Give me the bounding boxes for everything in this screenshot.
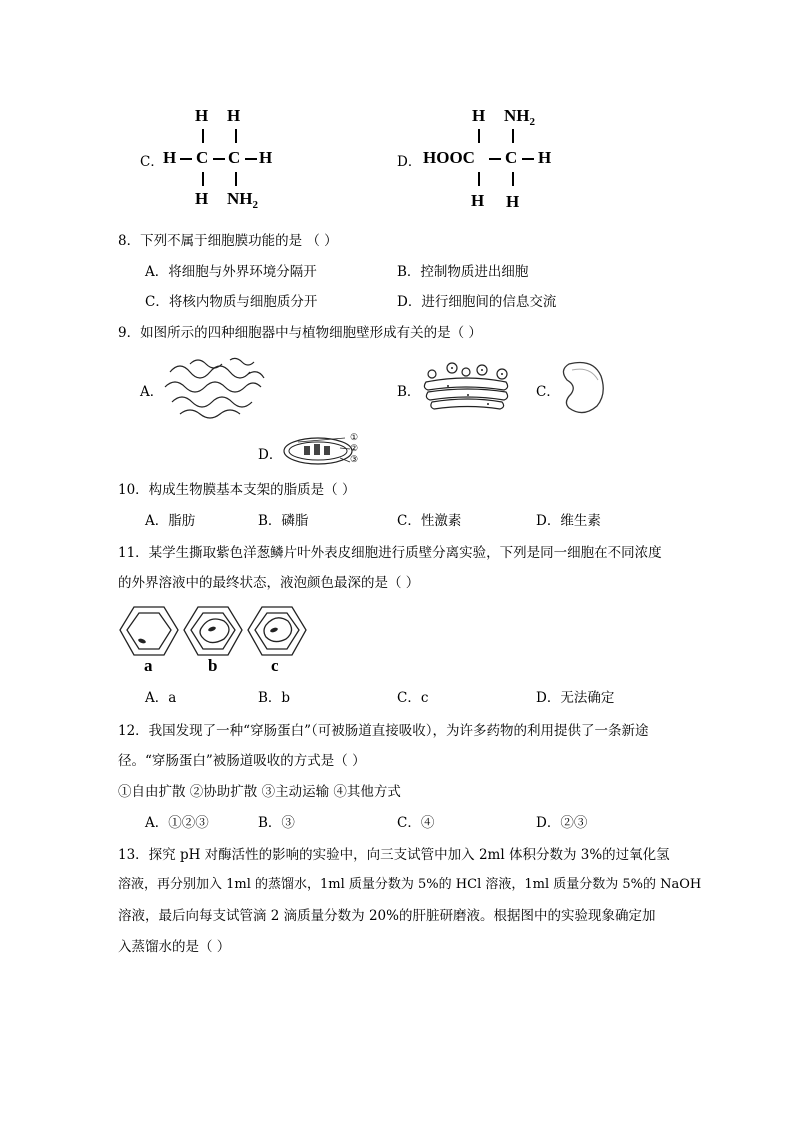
q9-stem: 9．如图所示的四种细胞器中与植物细胞壁形成有关的是（ ） (118, 325, 482, 341)
q7-c-c2: C (228, 148, 241, 167)
q11-figure-label-b: b (208, 656, 218, 675)
q7-c-c1: C (196, 148, 209, 167)
q7-c-h-bottom: H (195, 189, 209, 208)
q9-d-mark-2: ② (350, 444, 359, 454)
vacuole-icon (557, 358, 607, 416)
q7-d-h-right: H (538, 148, 552, 167)
q7-c-h-top2: H (227, 106, 241, 125)
endoplasmic-reticulum-icon (160, 352, 280, 432)
plant-cells-figure (120, 603, 310, 659)
q11-option-d[interactable]: D．无法确定 (536, 690, 615, 706)
q10-option-c[interactable]: C．性激素 (397, 513, 462, 529)
q9-option-a[interactable]: A． (140, 384, 164, 400)
q7-d-label: D． (397, 154, 422, 170)
q7-c-h-right: H (259, 148, 273, 167)
q10-option-d[interactable]: D．维生素 (536, 513, 601, 529)
q10-stem: 10．构成生物膜基本支架的脂质是（ ） (118, 482, 356, 498)
q11-option-b[interactable]: B．b (258, 690, 291, 706)
q7-d-c2: C (505, 148, 518, 167)
q11-figure-label-a: a (144, 656, 153, 675)
q10-option-a[interactable]: A．脂肪 (145, 513, 196, 529)
q12-option-c[interactable]: C．④ (397, 815, 435, 831)
q13-stem-line2: 溶液，再分别加入 1ml 的蒸馏水，1ml 质量分数为 5%的 HCl 溶液，1ml 质量分数为 5%的 NaOH (118, 877, 702, 892)
q7-d-h-bottom1: H (471, 191, 485, 210)
q11-option-c[interactable]: C．c (397, 690, 429, 706)
q7-d-hooc: HOOC (423, 148, 475, 167)
q7-d-h-bottom2: H (506, 192, 520, 211)
q8-option-a[interactable]: A．将细胞与外界环境分隔开 (145, 264, 317, 280)
q12-stem-line1: 12．我国发现了一种“穿肠蛋白”（可被肠道直接吸收），为许多药物的利用提供了一条新途 (118, 723, 649, 739)
golgi-apparatus-icon (418, 360, 518, 415)
q7-c-nh2: $NH_2$ (227, 189, 258, 211)
q13-stem-line3: 溶液，最后向每支试管滴 2 滴质量分数为 20%的肝脏研磨液。根据图中的实验现象确定加 (118, 908, 656, 924)
q9-d-mark-1: ① (350, 433, 359, 443)
q7-d-h-top: H (472, 106, 486, 125)
q12-stem-line2: 径。“穿肠蛋白”被肠道吸收的方式是（ ） (118, 753, 366, 769)
q7-d-nh2-top: $NH_2$ (504, 106, 535, 128)
q8-option-c[interactable]: C．将核内物质与细胞质分开 (145, 294, 318, 310)
q8-option-b[interactable]: B．控制物质进出细胞 (397, 264, 529, 280)
q11-stem-line1: 11．某学生撕取紫色洋葱鳞片叶外表皮细胞进行质壁分离实验，下列是同一细胞在不同浓度 (118, 545, 662, 561)
q9-option-d[interactable]: D． (258, 447, 283, 463)
q13-stem-line4: 入蒸馏水的是（ ） (118, 939, 231, 955)
q11-option-a[interactable]: A．a (145, 690, 177, 706)
q11-stem-line2: 的外界溶液中的最终状态，液泡颜色最深的是（ ） (118, 575, 420, 591)
q10-option-b[interactable]: B．磷脂 (258, 513, 309, 529)
q12-option-a[interactable]: A．①②③ (145, 815, 209, 831)
q9-d-mark-3: ③ (350, 455, 359, 465)
q13-stem-line1: 13．探究 pH 对酶活性的影响的实验中，向三支试管中加入 2ml 体积分数为 3%的过氧化氢 (118, 847, 670, 863)
q12-option-b[interactable]: B．③ (258, 815, 295, 831)
q8-stem: 8．下列不属于细胞膜功能的是 （ ） (118, 233, 338, 249)
q11-figure-label-c: c (271, 656, 279, 675)
q7-c-h-top1: H (195, 106, 209, 125)
q12-transport-ways: ①自由扩散 ②协助扩散 ③主动运输 ④其他方式 (118, 784, 401, 800)
q7-c-h-left: H (163, 148, 177, 167)
q12-option-d[interactable]: D．②③ (536, 815, 588, 831)
q9-option-c[interactable]: C． (536, 384, 560, 400)
q8-option-d[interactable]: D．进行细胞间的信息交流 (397, 294, 557, 310)
q9-option-b[interactable]: B． (397, 384, 421, 400)
q7-c-label: C． (140, 154, 164, 170)
